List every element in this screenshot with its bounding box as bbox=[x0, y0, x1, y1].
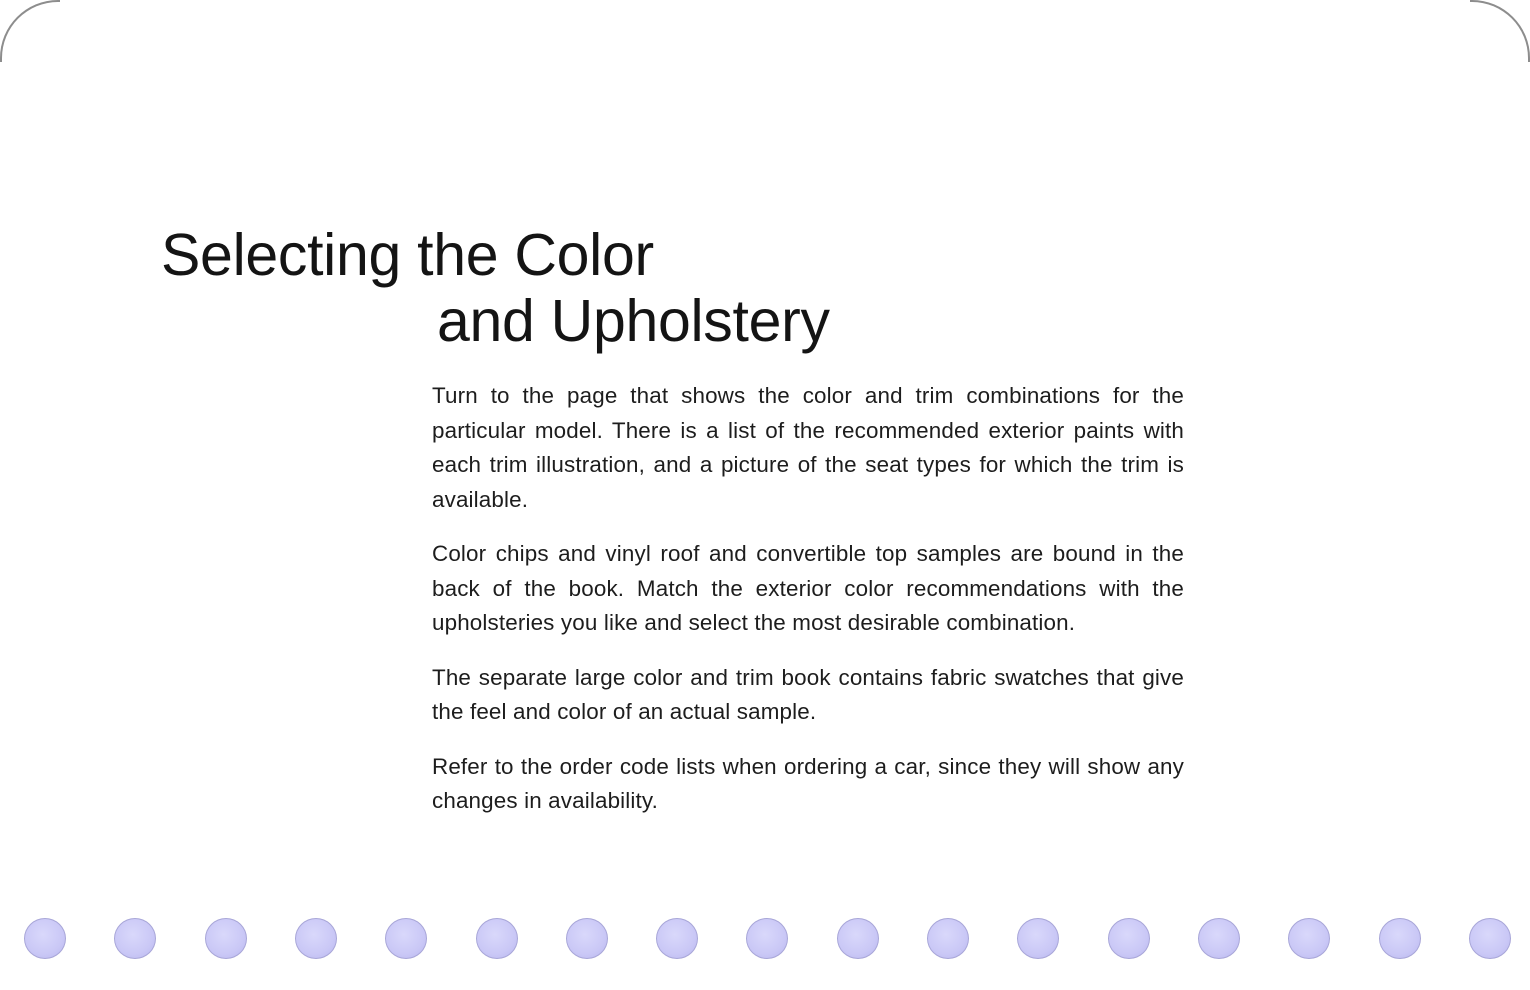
binding-hole bbox=[656, 918, 698, 959]
binding-hole bbox=[566, 918, 608, 959]
body-text bbox=[432, 379, 1184, 839]
paragraph-3: The separate large color and trim book contains fabric swatches that give the feel and color of an actual sample. bbox=[432, 664, 1184, 724]
page-corner-left bbox=[0, 0, 60, 62]
binding-hole bbox=[1017, 918, 1059, 959]
binding-hole bbox=[1469, 918, 1511, 959]
title-line-1: Selecting the Color bbox=[161, 222, 654, 288]
paragraph-2: Color chips and vinyl roof and convertible top samples are bound in the back of the book. Match the exterior color recommendations with the upholsteries you like and select the most desirable combination. bbox=[432, 541, 1184, 635]
page-corner-right bbox=[1470, 0, 1530, 62]
page-title bbox=[161, 222, 830, 354]
binding-hole bbox=[927, 918, 969, 959]
binding-hole bbox=[205, 918, 247, 959]
binding-hole bbox=[837, 918, 879, 959]
binding-hole bbox=[385, 918, 427, 959]
title-line-2: and Upholstery bbox=[437, 288, 830, 354]
binding-hole bbox=[114, 918, 156, 959]
binding-hole bbox=[1379, 918, 1421, 959]
binding-hole bbox=[1288, 918, 1330, 959]
binding-hole bbox=[476, 918, 518, 959]
binding-hole bbox=[1198, 918, 1240, 959]
binding-hole bbox=[1108, 918, 1150, 959]
paragraph-4: Refer to the order code lists when ordering a car, since they will show any changes in availability. bbox=[432, 753, 1184, 813]
paragraph-1: Turn to the page that shows the color and trim combinations for the particular model. There is a list of the recommended exterior paints with each trim illustration, and a picture of the seat types for which the trim is available. bbox=[432, 383, 1184, 512]
binding-hole bbox=[295, 918, 337, 959]
binding-hole bbox=[746, 918, 788, 959]
binding-hole bbox=[24, 918, 66, 959]
binding-holes-row bbox=[0, 918, 1530, 962]
